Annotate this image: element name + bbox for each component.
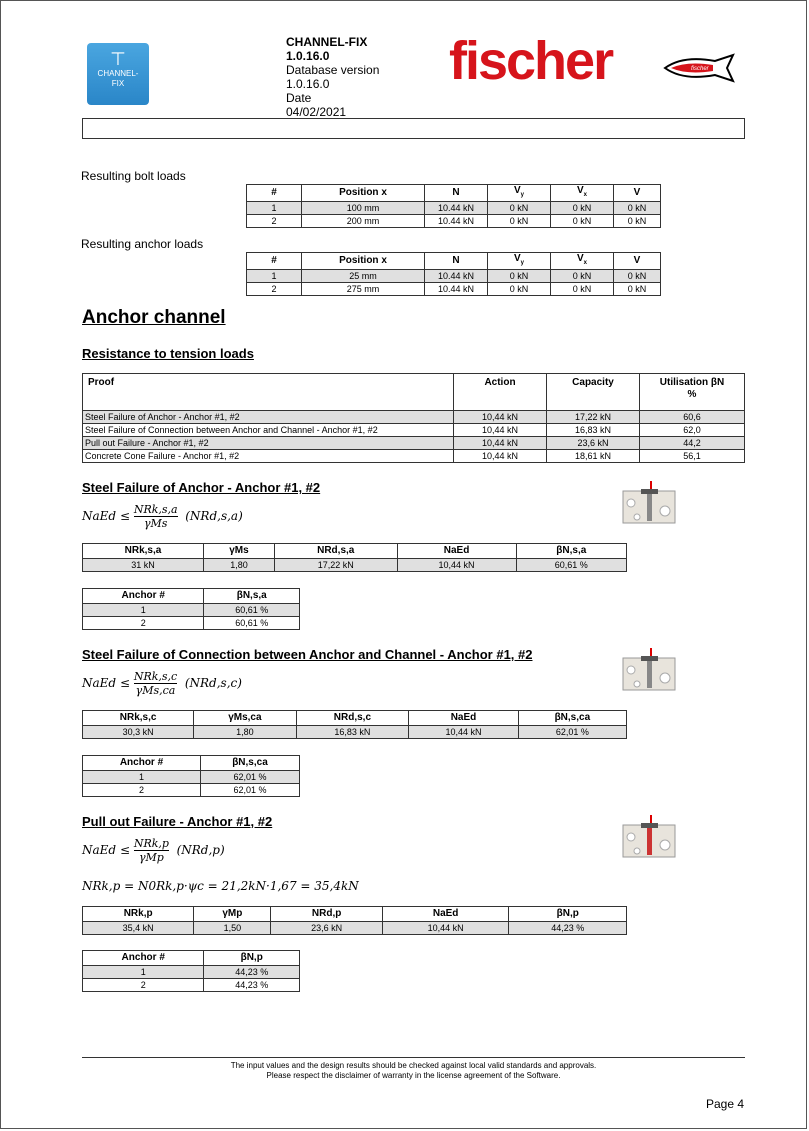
sec3-anchor-table: Anchor # βN,p 1 44,23 % 2 44,23 % [82,950,300,992]
pull-out-failure-icon [621,815,677,859]
footer-disclaimer [82,1057,745,1081]
project-info-box [82,118,745,139]
resistance-table [82,373,745,463]
sec3-table: NRk,p γMp NRd,p NaEd βN,p 35,4 kN 1,50 23,6 kN 10,44 kN 44,23 % [82,906,627,935]
table-row: 2 275 mm 10.44 kN 0 kN 0 kN 0 kN [247,283,661,296]
logo-text-2: FIX [111,79,125,88]
anchor-steel-failure-icon [621,481,677,525]
table-row: Steel Failure of Anchor - Anchor #1, #2 10,44 kN 17,22 kN 60,6 [83,411,745,424]
sec2-table: NRk,s,c γMs,ca NRd,s,c NaEd βN,s,ca 30,3 kN 1,80 16,83 kN 10,44 kN 62,01 % [82,710,627,739]
footer-line-2: Please respect the disclaimer of warranty in the license agreement of the Software. [266,1071,561,1080]
table-row: 1 62,01 % [83,771,300,784]
table-row: 1 44,23 % [83,966,300,979]
sec2-formula: NaEd ≤ $\frac{\text{NRk,s,c}}{\text{γMs,ca}}$ (NRd,s,c) [82,670,242,697]
table-row: Concrete Cone Failure - Anchor #1, #2 10,44 kN 18,61 kN 56,1 [83,450,745,463]
sec1-title: Steel Failure of Anchor - Anchor #1, #2 [82,480,321,495]
table-row: Steel Failure of Connection between Anchor and Channel - Anchor #1, #2 10,44 kN 16,83 kN 62,0 [83,424,745,437]
db-version: 1.0.16.0 [286,77,330,91]
logo-text-1: CHANNEL- [97,69,139,78]
sec2-anchor-table: Anchor # βN,s,ca 1 62,01 % 2 62,01 % [82,755,300,797]
table-row: 1 25 mm 10.44 kN 0 kN 0 kN 0 kN [247,270,661,283]
table-row: Pull out Failure - Anchor #1, #2 10,44 kN 23,6 kN 44,2 [83,437,745,450]
product-name: CHANNEL-FIX [286,35,368,49]
section-title: Anchor channel [82,307,226,328]
footer-line-1: The input values and the design results should be checked against local valid standards and approvals. [230,1061,597,1070]
table-row: 2 44,23 % [83,979,300,992]
sec1-formula: NaEd ≤ $\frac{\text{NRk,s,a}}{\text{γMs}}$ (NRd,s,a) [82,503,243,530]
sec1-anchor-table: Anchor # βN,s,a 1 60,61 % 2 60,61 % [82,588,300,630]
col-header: Capacity [547,374,640,411]
sec3-title: Pull out Failure - Anchor #1, #2 [82,814,273,829]
date-label: Date [286,91,312,105]
page-number: Page 4 [706,1097,745,1111]
sec3-formula-2: NRk,p = N0Rk,p·ψc = 21,2kN·1,67 = 35,4kN [82,879,359,893]
date-value: 04/02/2021 [286,105,347,119]
bolt-loads-table [246,184,661,228]
col-header: N [425,253,488,270]
col-header: Action [454,374,547,411]
col-header: Position x [302,185,425,202]
col-header: # [247,253,302,270]
bolt-loads-label: Resulting bolt loads [81,169,186,183]
sec3-formula: NaEd ≤ $\frac{\text{NRk,p}}{\text{γMp}}$ (NRd,p) [82,837,225,864]
col-header: $V_y$ [488,185,551,202]
anchor-loads-table [246,252,661,296]
table-row: 2 200 mm 10.44 kN 0 kN 0 kN 0 kN [247,215,661,228]
col-header: V [614,185,661,202]
channel-fix-logo [87,43,149,105]
anchor-loads-label: Resulting anchor loads [81,237,204,251]
header-info [286,35,379,119]
connection-failure-icon [621,648,677,692]
resistance-title: Resistance to tension loads [82,346,254,361]
db-label: Database version [286,63,380,77]
table-row: 35,4 kN 1,50 23,6 kN 10,44 kN 44,23 % [83,922,627,935]
col-header: V [614,253,661,270]
col-header: $V_x$ [551,253,614,270]
channel-icon: ⊤ [110,49,126,69]
col-header: # [247,185,302,202]
fischer-brand: fischer [449,31,613,91]
table-row: 1 60,61 % [83,604,300,617]
table-row: 2 60,61 % [83,617,300,630]
col-header: Proof [83,374,454,411]
product-version: 1.0.16.0 [286,49,330,63]
col-header: Utilisation βN % [640,374,745,411]
col-header: Position x [302,253,425,270]
table-row: 2 62,01 % [83,784,300,797]
sec1-table: NRk,s,a γMs NRd,s,a NaEd βN,s,a 31 kN 1,80 17,22 kN 10,44 kN 60,61 % [82,543,627,572]
col-header: $V_y$ [488,253,551,270]
table-row: 1 100 mm 10.44 kN 0 kN 0 kN 0 kN [247,202,661,215]
fischer-fish-logo [663,53,741,83]
table-row: 30,3 kN 1,80 16,83 kN 10,44 kN 62,01 % [83,726,627,739]
table-row: 31 kN 1,80 17,22 kN 10,44 kN 60,61 % [83,559,627,572]
col-header: $V_x$ [551,185,614,202]
sec2-title: Steel Failure of Connection between Anchor and Channel - Anchor #1, #2 [82,647,533,662]
fish-logo-text: fischer [691,66,709,72]
col-header: N [425,185,488,202]
